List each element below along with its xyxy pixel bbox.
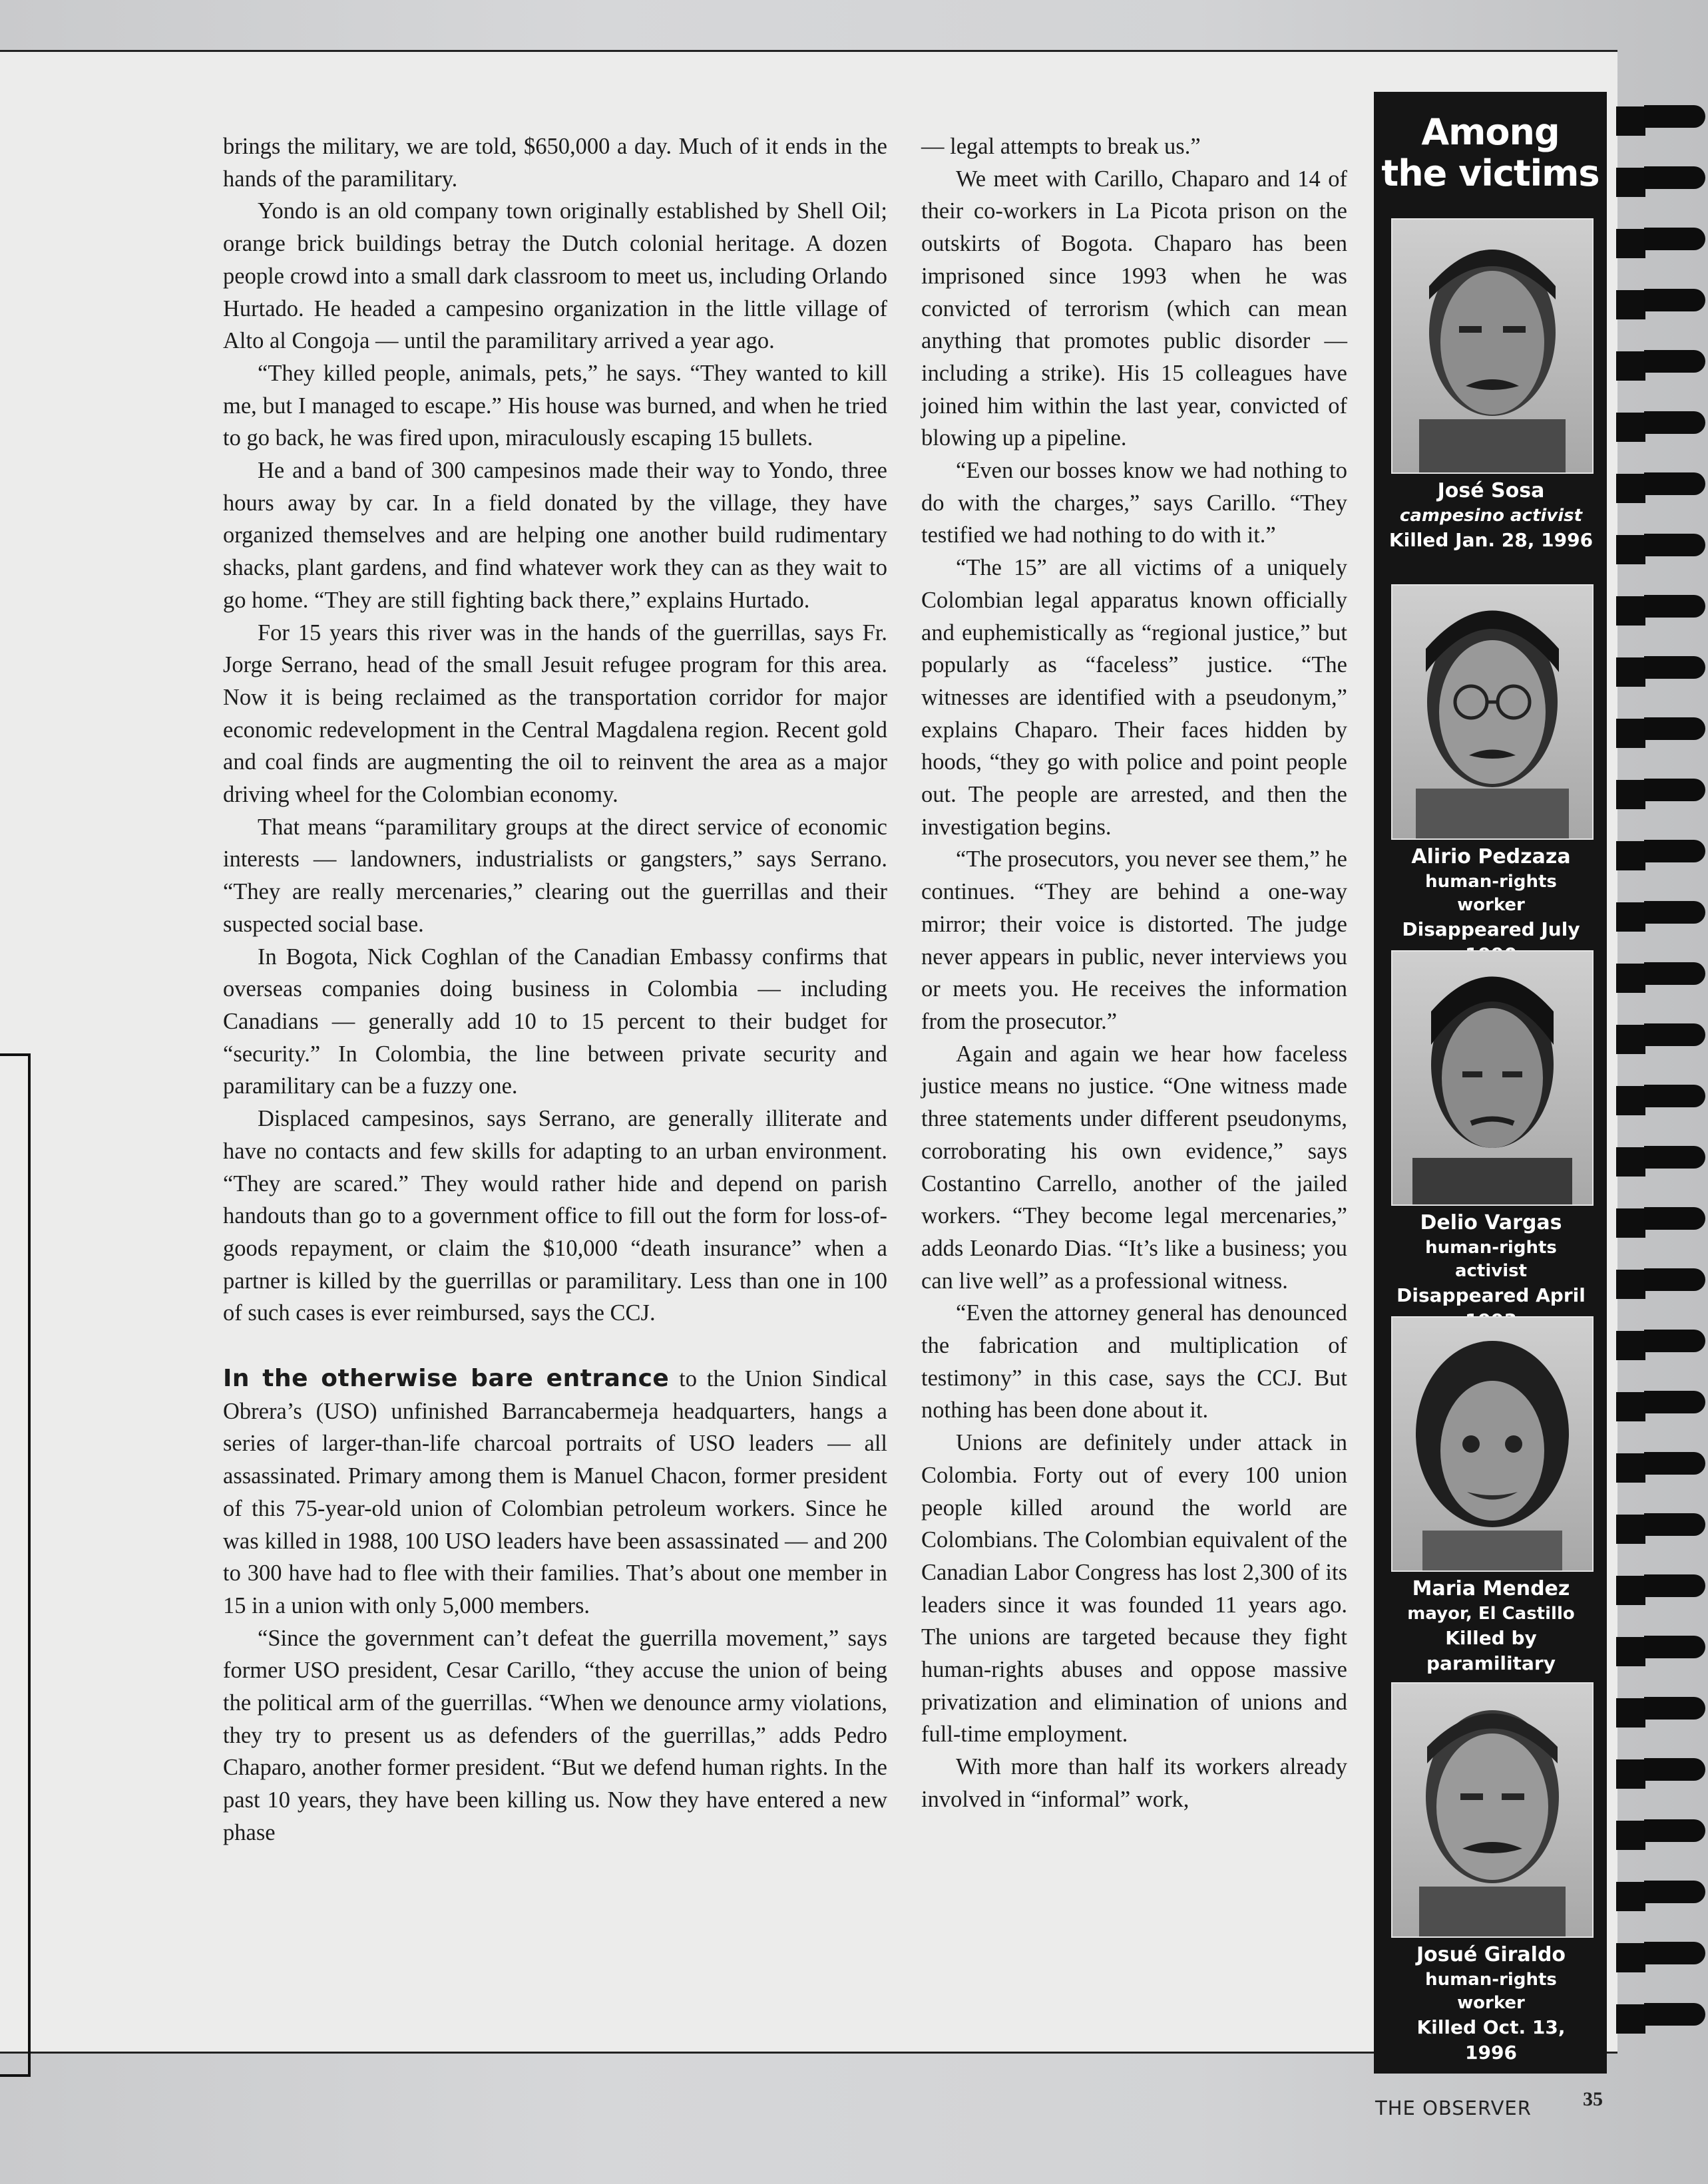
paragraph: brings the military, we are told, $650,000 a day. Much of it ends in the hands of the paramilitary. (223, 134, 887, 192)
paragraph: We meet with Carillo, Chaparo and 14 of their co-workers in La Picota prison on the outskirts of Bogota. Chaparo has been imprisoned since 1993 when he was convicted of terrorism (which can mean anything that promotes public disorder — including a strike). His 15 colleagues have joined him within the last year, convicted of blowing up a pipeline. (921, 166, 1347, 451)
binding-ring (1644, 1023, 1705, 1046)
section-paragraph (223, 1363, 887, 1622)
portrait-photo (1391, 1682, 1594, 1938)
binding-ring (1644, 1819, 1705, 1842)
binding-ring (1644, 656, 1705, 679)
victim-role: human-rights worker (1425, 872, 1557, 915)
binding-ring (1644, 472, 1705, 495)
victim-card (1388, 1682, 1594, 2066)
victim-caption (1388, 478, 1594, 553)
portrait-image (1392, 220, 1592, 472)
paragraph: “The prosecutors, you never see them,” he continues. “They are behind a one-way mirror; their voice is distorted. The judge never appears in public, never interviews you or meets you. He receives the information from the prosecutor.” (921, 846, 1347, 1034)
binding-tab (1616, 841, 1645, 870)
paragraph: He and a band of 300 campesinos made their way to Yondo, three hours away by car. In a field donated by the village, they have organized themselves and are helping one another build rudimentary shacks, plant gardens, and find whatever work they can as they wait to go home. “They are still fighting back there,” explains Hurtado. (223, 458, 887, 613)
victim-name: José Sosa (1437, 479, 1545, 502)
binding-ring (1644, 1391, 1705, 1413)
paragraph: Displaced campesinos, says Serrano, are generally illiterate and have no contacts and few skills for adapting to an urban environment. “They are scared.” They would rather hide and depend on parish handouts than go to a government office to fill out the form for loss-of-goods repayment, or claim the $10,000 “death insurance” when a partner is killed by the guerrillas or paramilitary. Less than one in 100 of such cases is ever reimbursed, says the CCJ. (223, 1106, 887, 1326)
binding-tab (1616, 106, 1645, 136)
binding-tab (1616, 964, 1645, 993)
article-column-middle (921, 130, 1347, 1816)
victim-card (1388, 218, 1594, 553)
victim-card (1388, 950, 1594, 1334)
binding-ring (1644, 1881, 1705, 1903)
binding-ring (1644, 1574, 1705, 1597)
victim-role: campesino activist (1399, 506, 1583, 526)
portrait-image (1392, 586, 1592, 838)
binding-tab (1616, 719, 1645, 748)
sidebar-title (1374, 112, 1607, 194)
victim-caption (1388, 844, 1594, 968)
victim-status: Disappeared July (1402, 918, 1580, 940)
sidebar-title-line2: the victims (1381, 152, 1600, 194)
binding-ring (1644, 1758, 1705, 1781)
binding-ring (1644, 779, 1705, 801)
victim-caption (1388, 1576, 1594, 1676)
portrait-photo (1391, 950, 1594, 1206)
portrait-image (1392, 952, 1592, 1204)
portrait-image (1392, 1684, 1592, 1936)
binding-tab (1616, 474, 1645, 503)
binding-tab (1616, 1515, 1645, 1544)
binding-ring (1644, 105, 1705, 128)
binding-tab (1616, 1759, 1645, 1789)
binding-ring (1644, 1330, 1705, 1352)
paragraph: — legal attempts to break us.” (921, 134, 1201, 159)
publication-name: THE OBSERVER (1375, 2097, 1532, 2119)
binding-tab (1616, 1943, 1645, 1972)
binding-ring (1644, 717, 1705, 740)
paragraph: Unions are definitely under attack in Colombia. Forty out of every 100 union people killed around the world are Colombians. The Colombian equivalent of the Canadian Labor Congress has lost 2,300 of its leaders since it was founded 11 years ago. The unions are targeted because they fight human-rights abuses and oppose massive privatization and elimination of unions and full-time employment. (921, 1430, 1347, 1747)
binding-tab (1616, 1576, 1645, 1605)
paragraph: “Since the government can’t defeat the guerrilla movement,” says former USO president, Cesar Carillo, “they accuse the union of being the political arm of the guerrillas. “When we denounce army violations, they try to present us as defenders of the guerrillas,” adds Pedro Chaparo, another former president. “But we defend human rights. In the past 10 years, they have been killing us. Now they have entered a new phase (223, 1625, 887, 1845)
victim-status: Killed Jan. 28, 1996 (1388, 529, 1594, 551)
binding-ring (1644, 901, 1705, 924)
paragraph: That means “paramilitary groups at the direct service of economic interests — landowners, industrialists or gangsters,” says Serrano. “They are really mercenaries,” clearing out the guerrillas and their suspected social base. (223, 814, 887, 937)
victim-name: Josué Giraldo (1416, 1943, 1566, 1966)
binding-ring (1644, 1452, 1705, 1475)
victim-caption (1388, 1210, 1594, 1334)
paragraph: Yondo is an old company town originally established by Shell Oil; orange brick buildings betray the Dutch colonial heritage. A dozen people crowd into a small dark classroom to meet us, including Orlando Hurtado. He headed a campesino organization in the little village of Alto al Congoja — until the paramilitary arrived a year ago. (223, 198, 887, 354)
paragraph: For 15 years this river was in the hands of the guerrillas, says Fr. Jorge Serrano, head of the small Jesuit refugee program for this area. Now it is being reclaimed as the transportation corridor for major economic redevelopment in the Central Magdalena region. Recent gold and coal finds are augmenting the oil to reinvent the area as a major driving wheel for the Colombian economy. (223, 620, 887, 808)
section-lead-rest: to the Union Sindical Obrera’s (USO) unfinished Barrancabermeja headquarters, hangs a series of larger-than-life charcoal portraits of USO leaders — all assassinated. Primary among them is Manuel Chacon, former president of this 75-year-old union of Colombian petroleum workers. Since he was killed in 1988, 100 USO leaders have been assassinated — and 200 to 300 have had to flee with their families. That’s about one member in 15 in a union with only 5,000 members. (223, 1366, 887, 1618)
binding-tab (1616, 1882, 1645, 1911)
paragraph: “Even our bosses know we had nothing to do with the charges,” says Carillo. “They testified we had nothing to do with it.” (921, 458, 1347, 548)
victim-caption (1388, 1942, 1594, 2066)
binding-tab (1616, 1821, 1645, 1850)
binding-tab (1616, 596, 1645, 626)
previous-page-box-edge (0, 1053, 31, 2077)
binding-tab (1616, 1698, 1645, 1728)
binding-tab (1616, 657, 1645, 687)
binding-ring (1644, 350, 1705, 373)
binding-ring (1644, 2003, 1705, 2026)
binding-ring (1644, 166, 1705, 189)
binding-tab (1616, 780, 1645, 809)
paragraph: In Bogota, Nick Coghlan of the Canadian Embassy confirms that overseas companies doing business in Colombia — including Canadians — generally add 10 to 15 percent to their budget for “security.” In Colombia, the line between private security and paramilitary can be a fuzzy one. (223, 944, 887, 1099)
victim-role: mayor, El Castillo (1407, 1604, 1575, 1624)
victims-sidebar (1374, 92, 1607, 2074)
binding-tab (1616, 1147, 1645, 1177)
binding-tab (1616, 1453, 1645, 1483)
victim-role: human-rights worker (1425, 1970, 1557, 2013)
binding-ring (1644, 1268, 1705, 1291)
binding-tab (1616, 1086, 1645, 1115)
victim-card (1388, 584, 1594, 968)
section-lead-in: In the otherwise bare entrance (223, 1365, 670, 1393)
binding-ring (1644, 1942, 1705, 1964)
sidebar-title-line1: Among (1421, 111, 1560, 153)
binding-tab (1616, 1331, 1645, 1360)
binding-ring (1644, 962, 1705, 985)
binding-ring (1644, 411, 1705, 434)
binding-tab (1616, 413, 1645, 442)
binding-ring (1644, 534, 1705, 556)
victim-role: human-rights activist (1425, 1238, 1557, 1281)
binding-ring (1644, 1636, 1705, 1658)
binding-tab (1616, 1392, 1645, 1421)
binding-ring (1644, 1513, 1705, 1536)
victim-status: Killed by paramilitary (1426, 1627, 1556, 1674)
binding-tab (1616, 535, 1645, 564)
victim-card (1388, 1316, 1594, 1676)
portrait-image (1392, 1318, 1592, 1570)
binding-ring (1644, 1085, 1705, 1107)
binding-ring (1644, 840, 1705, 862)
paragraph: With more than half its workers already involved in “informal” work, (921, 1754, 1347, 1812)
paragraph: “The 15” are all victims of a uniquely Colombian legal apparatus known officially and euphemistically as “regional justice,” but popularly as “faceless” justice. “The witnesses are identified with a pseudonym,” explains Chaparo. Their faces hidden by hoods, “they go with police and point people out. The people are arrested, and then the investigation begins. (921, 555, 1347, 840)
binding-tab (1616, 1208, 1645, 1238)
binding-ring (1644, 1697, 1705, 1720)
paragraph: Again and again we hear how faceless justice means no justice. “One witness made three statements under different pseudonyms, corroborating his own evidence,” says Costantino Carrello, another of the jailed workers. “They become legal mercenaries,” adds Leonardo Dias. “It’s like a business; you can live well” as a professional witness. (921, 1041, 1347, 1294)
binding-tab (1616, 1270, 1645, 1299)
binding-ring (1644, 1207, 1705, 1230)
victim-name: Delio Vargas (1420, 1211, 1562, 1234)
victim-status: Killed Oct. 13, 1996 (1416, 2016, 1566, 2064)
paragraph: “Even the attorney general has denounced the fabrication and multiplication of testimony” in this case, says the CCJ. But nothing has been done about it. (921, 1300, 1347, 1423)
binding-ring (1644, 228, 1705, 250)
binding-tab (1616, 351, 1645, 381)
binding-tab (1616, 1025, 1645, 1054)
binding-ring (1644, 595, 1705, 618)
binding-tab (1616, 902, 1645, 932)
page-number: 35 (1583, 2088, 1603, 2110)
victim-name: Alirio Pedzaza (1411, 845, 1571, 868)
portrait-photo (1391, 584, 1594, 840)
victim-name: Maria Mendez (1412, 1577, 1570, 1600)
binding-tab (1616, 168, 1645, 197)
binding-ring (1644, 289, 1705, 311)
paragraph: “They killed people, animals, pets,” he says. “They wanted to kill me, but I managed to escape.” His house was burned, and when he tried to go back, he was fired upon, miraculously escaping 15 bullets. (223, 360, 887, 451)
magazine-page (0, 50, 1617, 2119)
binding-tab (1616, 290, 1645, 319)
article-column-left (223, 130, 887, 1849)
portrait-photo (1391, 218, 1594, 474)
victim-status: Disappeared April (1396, 1284, 1586, 1306)
binding-ring (1644, 1146, 1705, 1169)
portrait-photo (1391, 1316, 1594, 1572)
binding-tab (1616, 1637, 1645, 1666)
binding-tab (1616, 229, 1645, 258)
binding-tab (1616, 2004, 1645, 2034)
